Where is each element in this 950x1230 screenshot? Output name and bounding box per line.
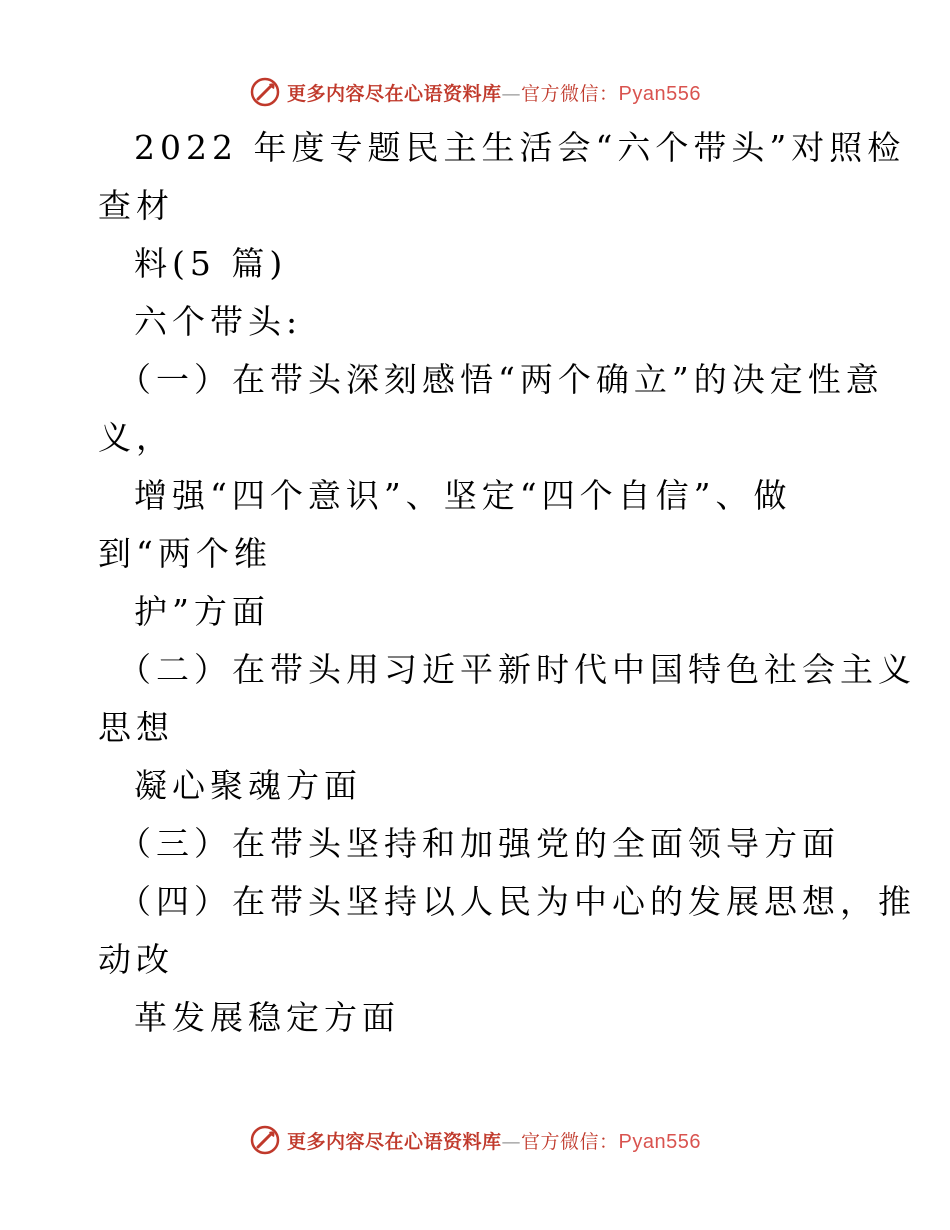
watermark-brand: 更多内容尽在心语资料库 bbox=[287, 1130, 502, 1153]
paragraph-line: 到“两个维 bbox=[98, 534, 272, 573]
document-title-line: 查材 bbox=[98, 186, 174, 225]
document-title-line: 料(5 篇) bbox=[134, 244, 288, 283]
document-title-line: 2022 年度专题民主生活会“六个带头”对照检 bbox=[134, 128, 906, 167]
section-heading: 六个带头: bbox=[134, 302, 303, 341]
watermark-separator: — bbox=[501, 82, 522, 105]
paragraph-line: 凝心聚魂方面 bbox=[134, 766, 362, 805]
quill-logo-icon bbox=[249, 76, 281, 108]
header-watermark bbox=[0, 72, 950, 112]
paragraph-line: （二）在带头用习近平新时代中国特色社会主义 bbox=[118, 650, 916, 689]
paragraph-line: 护”方面 bbox=[134, 592, 270, 631]
paragraph-line: （三）在带头坚持和加强党的全面领导方面 bbox=[118, 824, 840, 863]
paragraph-line: 增强“四个意识”、坚定“四个自信”、做 bbox=[134, 476, 792, 515]
paragraph-line: 义， bbox=[98, 418, 174, 457]
paragraph-line: （一）在带头深刻感悟“两个确立”的决定性意 bbox=[118, 360, 884, 399]
watermark-label: 官方微信： bbox=[521, 82, 619, 105]
watermark-separator: — bbox=[501, 1130, 522, 1153]
watermark-id: Pyan556 bbox=[618, 1130, 701, 1153]
paragraph-line: 思想 bbox=[98, 708, 174, 747]
watermark-label: 官方微信： bbox=[521, 1130, 619, 1153]
paragraph-line: 动改 bbox=[98, 940, 174, 979]
footer-watermark bbox=[0, 1120, 950, 1160]
paragraph-line: 革发展稳定方面 bbox=[134, 998, 400, 1037]
watermark-id: Pyan556 bbox=[618, 82, 701, 105]
quill-logo-icon bbox=[249, 1124, 281, 1156]
paragraph-line: （四）在带头坚持以人民为中心的发展思想，推 bbox=[118, 882, 916, 921]
watermark-brand: 更多内容尽在心语资料库 bbox=[287, 82, 502, 105]
